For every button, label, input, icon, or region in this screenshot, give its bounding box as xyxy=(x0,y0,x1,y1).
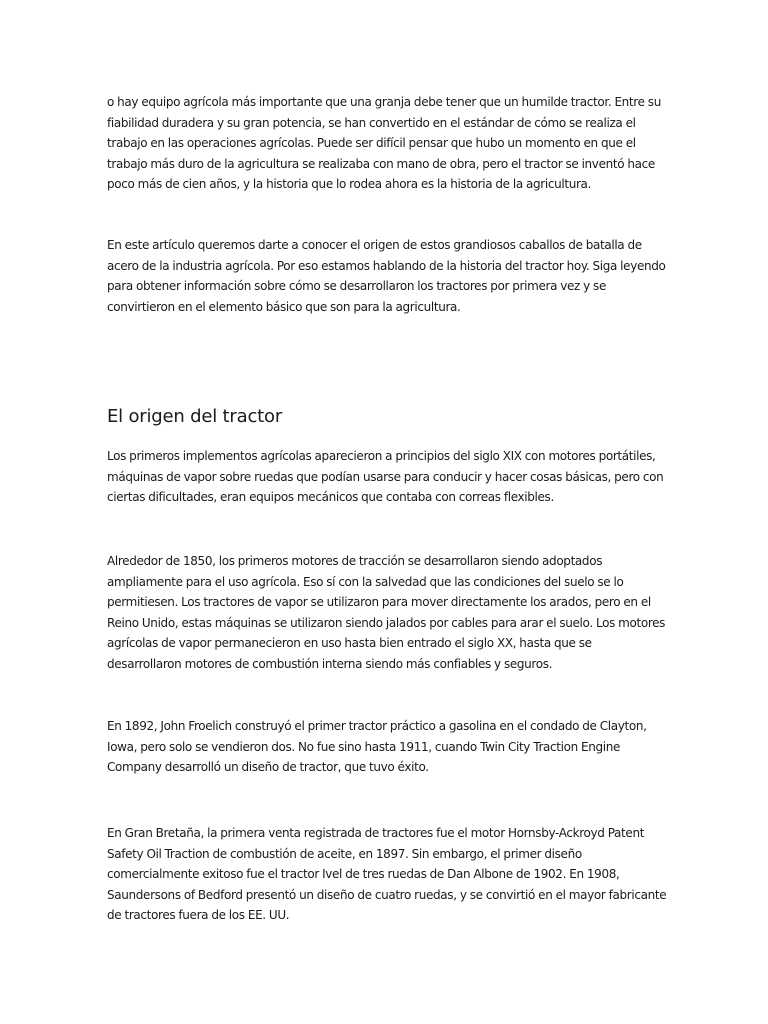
great-britain-paragraph: En Gran Bretaña, la primera venta registrada de tractores fue el motor Hornsby-Ackroyd Patent Safety Oil Traction de combustión de aceite, en 1897. Sin embargo, el primer diseño comercialmente exitoso fue el tractor Ivel de tres ruedas de Dan Albone de 1902. En 1908, Saundersons of Bedford presentó un diseño de cuatro ruedas, y se convirtió en el mayor fabricante de tractores fuera de los EE. UU. xyxy=(107,826,667,923)
early-implements-paragraph: Los primeros implementos agrícolas aparecieron a principios del siglo XIX con motores portátiles, máquinas de vapor sobre ruedas que podían usarse para conducir y hacer cosas básicas, pero con ciertas dificultades, eran equipos mecánicos que contaba con correas flexibles. xyxy=(107,449,664,505)
section-heading: El origen del tractor xyxy=(107,406,283,427)
article-purpose-paragraph: En este artículo queremos darte a conocer el origen de estos grandiosos caballos de batalla de acero de la industria agrícola. Por eso estamos hablando de la historia del tractor hoy. Siga leyendo para obtener información sobre cómo se desarrollaron los tractores por primera vez y se convirtieron en el elemento básico que son para la agricultura. xyxy=(107,238,666,314)
froelich-paragraph: En 1892, John Froelich construyó el primer tractor práctico a gasolina en el condado de Clayton, Iowa, pero solo se vendieron dos. No fue sino hasta 1911, cuando Twin City Traction Engine Company desarrolló un diseño de tractor, que tuvo éxito. xyxy=(107,719,647,775)
intro-paragraph: o hay equipo agrícola más importante que una granja debe tener que un humilde tractor. Entre su fiabilidad duradera y su gran potencia, se han convertido en el estándar de cómo se realiza el trabajo en las operaciones agrícolas. Puede ser difícil pensar que hubo un momento en que el trabajo más duro de la agricultura se realizaba con mano de obra, pero el tractor se inventó hace poco más de cien años, y la historia que lo rodea ahora es la historia de la agricultura. xyxy=(107,95,661,192)
traction-engines-paragraph: Alrededor de 1850, los primeros motores de tracción se desarrollaron siendo adoptados ampliamente para el uso agrícola. Eso sí con la salvedad que las condiciones del suelo se lo permitiesen. Los tractores de vapor se utilizaron para mover directamente los arados, pero en el Reino Unido, estas máquinas se utilizaron siendo jalados por cables para arar el suelo. Los motores agrícolas de vapor permanecieron en uso hasta bien entrado el siglo XX, hasta que se desarrollaron motores de combustión interna siendo más confiables y seguros. xyxy=(107,554,666,671)
